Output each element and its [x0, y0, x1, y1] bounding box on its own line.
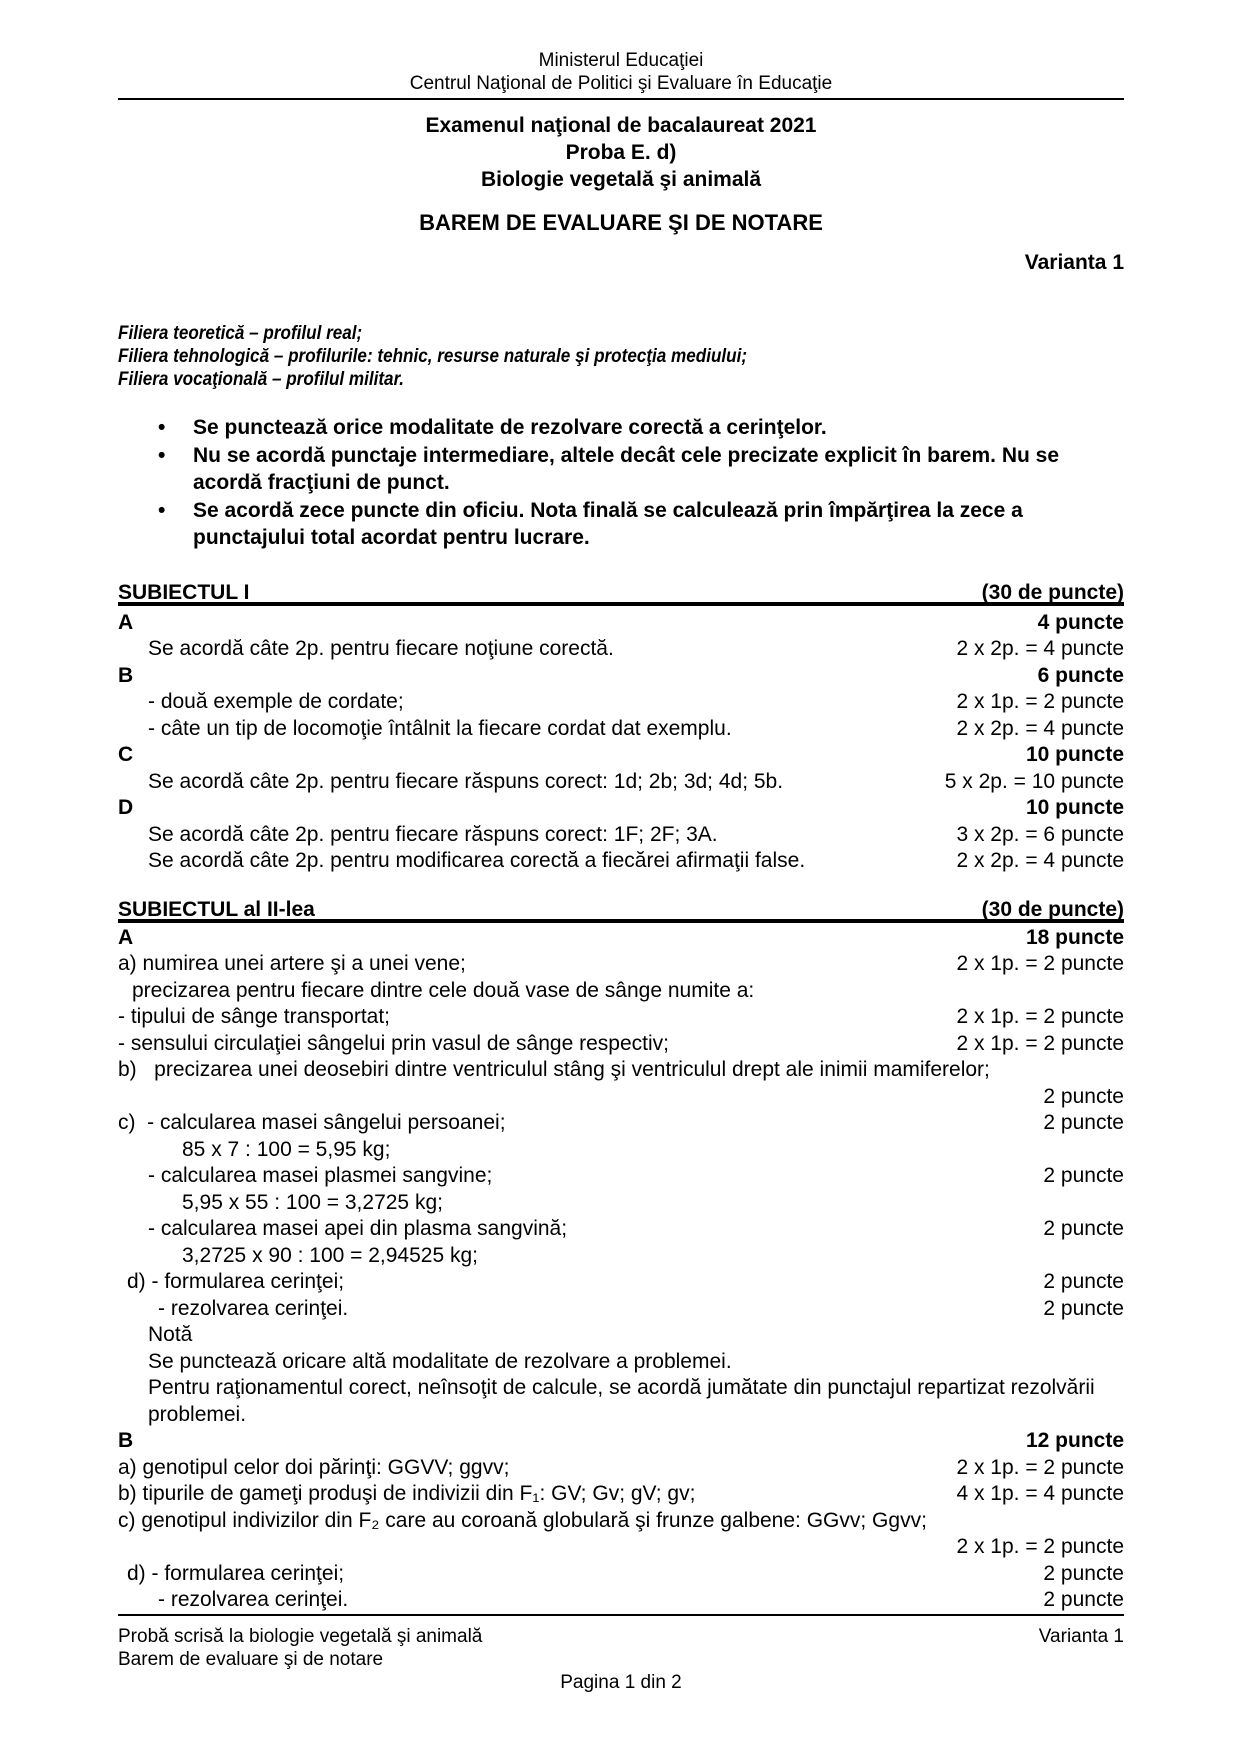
criterion-points: 2 x 1p. = 2 puncte	[956, 1005, 1124, 1028]
subject2-points: (30 de puncte)	[981, 897, 1124, 921]
criterion-text: c) - calcularea masei sângelui persoanei;	[118, 1111, 506, 1134]
criterion-points: 2 puncte	[1043, 1296, 1124, 1320]
filiera-line: Filiera vocaţională – profilul militar.	[118, 369, 405, 390]
criterion-points: 2 x 2p. = 4 puncte	[956, 849, 1124, 872]
center-name: Centrul Naţional de Politici şi Evaluare în Educaţie	[409, 73, 833, 94]
section-letter-row	[118, 610, 1124, 637]
filiera-line: Filiera tehnologică – profilurile: tehnic, resurse naturale şi protecţia mediului;	[118, 346, 748, 367]
criterion-points: 5 x 2p. = 10 puncte	[944, 769, 1124, 793]
barem-row	[118, 1455, 1124, 1482]
subject2-title: SUBIECTUL al II-lea	[118, 897, 315, 921]
criterion-text: - câte un tip de locomoţie întâlnit la fiecare cordat dat exemplu.	[148, 716, 732, 740]
criterion-text	[118, 1534, 944, 1561]
exam-subject: Biologie vegetală şi animală	[480, 168, 762, 191]
criterion-text: c) genotipul indivizilor din F₂ care au coroană globulară şi frunze galbene: GGvv; Ggvv;	[118, 1508, 927, 1532]
grading-rule-item: • Se acordă zece puncte din oficiu. Nota finală se calculează prin împărţirea la zece a punctajului total acordat pentru lucrare.	[118, 497, 1124, 552]
section-letter: D	[118, 796, 134, 819]
barem-row	[118, 1534, 1124, 1561]
criterion-text	[118, 1084, 1031, 1111]
section-points: 4 puncte	[1037, 610, 1124, 634]
page-footer	[118, 1614, 1124, 1694]
criterion-text: precizarea pentru fiecare dintre cele două vase de sânge numite a:	[132, 978, 755, 1002]
criterion-text: - calcularea masei plasmei sangvine;	[148, 1164, 493, 1187]
barem-row	[118, 1216, 1124, 1243]
barem-row	[118, 1587, 1124, 1614]
barem-row	[118, 951, 1124, 978]
criterion-text: 5,95 x 55 : 100 = 3,2725 kg;	[182, 1190, 443, 1214]
section-letter-row	[118, 742, 1124, 769]
criterion-points: 2 puncte	[1043, 1084, 1124, 1108]
criterion-text: 3,2725 x 90 : 100 = 2,94525 kg;	[182, 1243, 478, 1267]
exam-title: Examenul naţional de bacalaureat 2021	[425, 114, 817, 137]
barem-row	[118, 769, 1124, 796]
subject2-heading	[118, 897, 1124, 923]
criterion-text: - rezolvarea cerinţei.	[158, 1588, 349, 1611]
criterion-points: 2 x 2p. = 4 puncte	[956, 716, 1124, 740]
criterion-points: 3 x 2p. = 6 puncte	[956, 822, 1124, 846]
page-number: Pagina 1 din 2	[560, 1672, 682, 1693]
footer-line1	[118, 1625, 1124, 1648]
subject1-heading	[118, 580, 1124, 606]
criterion-points: 2 x 1p. = 2 puncte	[956, 1031, 1124, 1055]
criterion-text: - tipului de sânge transportat;	[118, 1005, 390, 1028]
barem-row	[118, 1561, 1124, 1588]
barem-row	[118, 716, 1124, 743]
criterion-text: 85 x 7 : 100 = 5,95 kg;	[182, 1137, 391, 1161]
header-rule	[118, 98, 1124, 100]
barem-row	[118, 1004, 1124, 1031]
ministry-name: Ministerul Educaţiei	[538, 50, 704, 71]
barem-row	[118, 636, 1124, 663]
section-letter: B	[118, 663, 134, 687]
barem-row	[118, 1322, 1124, 1349]
section-letter: C	[118, 743, 134, 766]
page-content	[118, 0, 1124, 1614]
criterion-text: Se acordă câte 2p. pentru fiecare răspuns corect: 1d; 2b; 3d; 4d; 5b.	[148, 769, 784, 793]
criterion-points: 2 x 1p. = 2 puncte	[956, 1535, 1124, 1558]
grading-rule-item: • Se punctează orice modalitate de rezolvare corectă a cerinţelor.	[118, 414, 1124, 442]
barem-row	[118, 1375, 1124, 1428]
criterion-points: 2 x 2p. = 4 puncte	[956, 637, 1124, 660]
criterion-points: 2 x 1p. = 2 puncte	[956, 1455, 1124, 1479]
section-points: 12 puncte	[1025, 1429, 1124, 1452]
footer-variant: Varianta 1	[1038, 1626, 1124, 1647]
criterion-text: d) - formularea cerinţei;	[127, 1561, 345, 1585]
filiera-block	[118, 322, 1123, 391]
exam-proba: Proba E. d)	[565, 141, 677, 164]
barem-row	[118, 1243, 1124, 1270]
criterion-text: b) precizarea unei deosebiri dintre ventriculul stâng şi ventriculul drept ale inimii mamiferelor;	[118, 1058, 990, 1081]
barem-row	[118, 1190, 1124, 1217]
section-letter: B	[118, 1429, 134, 1452]
criterion-text: Notă	[148, 1323, 193, 1346]
barem-row	[118, 1508, 1124, 1535]
barem-row	[118, 822, 1124, 849]
criterion-text: Pentru raţionamentul corect, neînsoţit de calcule, se acordă jumătate din punctajul repartizat rezolvării problemei.	[148, 1376, 1101, 1426]
criterion-text: - calcularea masei apei din plasma sangvină;	[148, 1217, 568, 1240]
criterion-points: 2 x 1p. = 2 puncte	[956, 690, 1124, 713]
criterion-text: Se punctează oricare altă modalitate de rezolvare a problemei.	[148, 1349, 732, 1373]
barem-row	[118, 1031, 1124, 1058]
barem-row	[118, 1349, 1124, 1376]
barem-title: BAREM DE EVALUARE ŞI DE NOTARE	[419, 210, 823, 235]
criterion-text: b) tipurile de gameţi produşi de indivizii din F₁: GV; Gv; gV; gv;	[118, 1482, 696, 1505]
section-points: 18 puncte	[1025, 925, 1124, 949]
criterion-points: 2 puncte	[1043, 1111, 1124, 1134]
section-points: 10 puncte	[1025, 796, 1124, 819]
barem-row	[118, 1110, 1124, 1137]
barem-row	[118, 1163, 1124, 1190]
subject1-points: (30 de puncte)	[981, 580, 1124, 604]
section-letter-row	[118, 795, 1124, 822]
section-letter: A	[118, 610, 134, 634]
footer-barem-name: Barem de evaluare şi de notare	[118, 1649, 384, 1670]
subject2-rows	[118, 925, 1124, 1614]
barem-row	[118, 1057, 1124, 1084]
subject1-title: SUBIECTUL I	[118, 580, 250, 604]
filiera-line: Filiera teoretică – profilul real;	[118, 323, 363, 344]
grading-rule-item: • Nu se acordă punctaje intermediare, altele decât cele precizate explicit în barem. Nu se acordă fracţiuni de punct.	[118, 442, 1124, 497]
criterion-text: a) genotipul celor doi părinţi: GGVV; ggvv;	[118, 1455, 510, 1479]
criterion-text: a) numirea unei artere şi a unei vene;	[118, 952, 466, 975]
section-letter-row	[118, 925, 1124, 952]
section-letter: A	[118, 925, 134, 949]
criterion-text: - două exemple de cordate;	[148, 690, 404, 713]
org-header	[118, 0, 1124, 95]
subject1-rows	[118, 610, 1124, 875]
barem-row	[118, 1481, 1124, 1508]
barem-row	[118, 689, 1124, 716]
criterion-points: 2 puncte	[1043, 1270, 1124, 1293]
criterion-points: 4 x 1p. = 4 puncte	[956, 1482, 1124, 1505]
criterion-text: - rezolvarea cerinţei.	[158, 1296, 349, 1320]
section-letter-row	[118, 663, 1124, 690]
variant-label: Varianta 1	[1024, 251, 1124, 274]
grading-rules-list	[118, 414, 1124, 552]
section-points: 6 puncte	[1037, 663, 1124, 687]
criterion-points: 2 puncte	[1043, 1164, 1124, 1187]
criterion-text: Se acordă câte 2p. pentru modificarea corectă a fiecărei afirmaţii false.	[148, 849, 806, 872]
criterion-text: d) - formularea cerinţei;	[127, 1270, 345, 1293]
criterion-text: Se acordă câte 2p. pentru fiecare noţiune corectă.	[148, 637, 614, 660]
criterion-points: 2 puncte	[1043, 1217, 1124, 1240]
criterion-points: 2 puncte	[1043, 1561, 1124, 1585]
criterion-text: Se acordă câte 2p. pentru fiecare răspuns corect: 1F; 2F; 3A.	[148, 822, 718, 846]
barem-row	[118, 1296, 1124, 1323]
barem-row	[118, 978, 1124, 1005]
criterion-points: 2 x 1p. = 2 puncte	[956, 952, 1124, 975]
criterion-points: 2 puncte	[1043, 1588, 1124, 1611]
section-points: 10 puncte	[1025, 743, 1124, 766]
title-block	[118, 112, 1124, 193]
barem-row	[118, 1269, 1124, 1296]
footer-exam-name: Probă scrisă la biologie vegetală şi animală	[118, 1626, 483, 1647]
barem-row	[118, 848, 1124, 875]
section-letter-row	[118, 1428, 1124, 1455]
barem-row	[118, 1137, 1124, 1164]
barem-row	[118, 1084, 1124, 1111]
criterion-text: - sensului circulaţiei sângelui prin vasul de sânge respectiv;	[118, 1031, 669, 1055]
